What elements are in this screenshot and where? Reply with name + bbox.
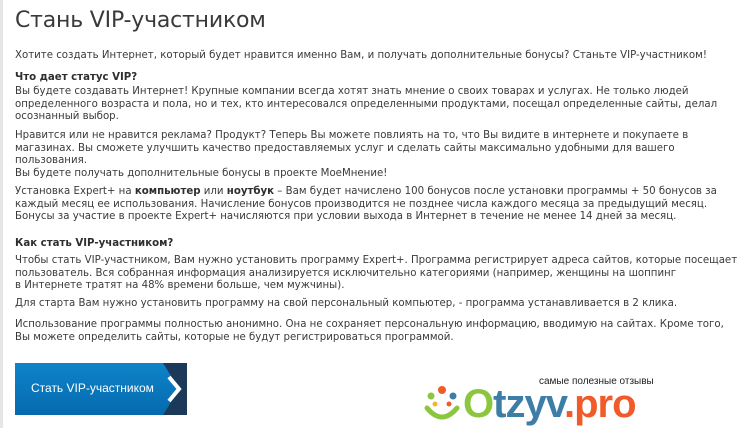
watermark-brand bbox=[463, 382, 636, 427]
text-line: определенного возраста и пола, но и тех, кто интересовался определенными продуктами, посещал определенные сайты, делал bbox=[15, 98, 718, 110]
vip-benefits-paragraph-1 bbox=[15, 86, 718, 124]
text-line: Нравится или не нравится реклама? Продукт? Теперь Вы можете повлиять на то, что Вы видите в интернете и покупаете в bbox=[15, 130, 689, 141]
text-line: Вы можете определить сайты, которые не будут регистрироваться программой. bbox=[15, 331, 454, 343]
vip-bonus-paragraph bbox=[15, 186, 717, 224]
brand-o: O bbox=[463, 382, 494, 426]
vip-benefits-paragraph-2 bbox=[15, 130, 689, 180]
watermark-tagline: самые полезные отзывы bbox=[539, 376, 654, 387]
text-line: Бонусы за участие в проекте Expert+ начисляются при условии выхода в Интернет в течение не менее 14 дней за месяц. bbox=[15, 211, 677, 222]
text-line: в Интернете тратят на 48% времени больше, чем мужчины). bbox=[15, 280, 345, 291]
intro-text: Хотите создать Интернет, который будет нравится именно Вам, и получать дополнительные бонусы? Станьте VIP-участником! bbox=[15, 50, 707, 61]
text-fragment: Установка Expert+ на bbox=[15, 186, 135, 197]
text-line: Использование программы полностью анонимно. Она не сохраняет персональную информацию, вводимую на сайтах. Кроме того, bbox=[15, 319, 724, 330]
brand-rest: tzyv bbox=[493, 382, 564, 426]
text-line: осознанный выбор. bbox=[15, 111, 119, 122]
bold-computer: компьютер bbox=[134, 186, 201, 197]
bold-laptop: ноутбук bbox=[226, 186, 275, 197]
section-heading-how-to: Как стать VIP-участником? bbox=[15, 238, 174, 249]
how-to-paragraph-3 bbox=[15, 319, 724, 344]
page-title: Стань VIP-участником bbox=[15, 8, 266, 33]
text-line: Чтобы стать VIP-участником, Вам нужно установить программу Expert+. Программа регистрирует адреса сайтов, которые посещает bbox=[15, 255, 737, 266]
become-vip-button[interactable] bbox=[15, 363, 187, 415]
text-line: пользователь. Вся собранная информация анализируется исключительно категориями (например, женщины на шоппинг bbox=[15, 267, 677, 279]
arrow-panel bbox=[163, 363, 187, 415]
text-line bbox=[15, 186, 717, 199]
text-line: Для старта Вам нужно установить программу на свой персональный компьютер, - программа устанавливается в 2 клика. bbox=[15, 298, 678, 309]
otzyv-watermark bbox=[421, 374, 654, 428]
text-line: пользования. bbox=[15, 155, 87, 166]
text-fragment: – Вам будет начислено 100 бонусов после установки программы + 50 бонусов за bbox=[274, 186, 717, 197]
text-line: магазинах. Вы сможете улучшить качество предоставляемых услуг и сделать сайты максимально удобными для вашего bbox=[15, 142, 675, 154]
text-line: Вы будете создавать Интернет! Крупные компании всегда хотят знать мнение о своих товарах и услугах. Не только людей bbox=[15, 86, 689, 97]
how-to-paragraph-2 bbox=[15, 298, 678, 311]
how-to-paragraph-1 bbox=[15, 255, 737, 293]
text-line: каждый месяц ее использования. Начисление бонусов производится не позднее числа каждого месяца за предыдущий месяц. bbox=[15, 198, 708, 210]
text-line: Вы будете получать дополнительные бонусы в проекте МоеМнение! bbox=[15, 167, 388, 179]
otzyv-logo-icon bbox=[421, 382, 463, 426]
text-fragment: или bbox=[200, 186, 227, 197]
section-heading-vip-status: Что дает статус VIP? bbox=[15, 72, 138, 83]
become-vip-button-label: Стать VIP-участником bbox=[31, 381, 154, 395]
chevron-right-icon bbox=[157, 363, 187, 415]
brand-pro: .pro bbox=[563, 382, 636, 426]
